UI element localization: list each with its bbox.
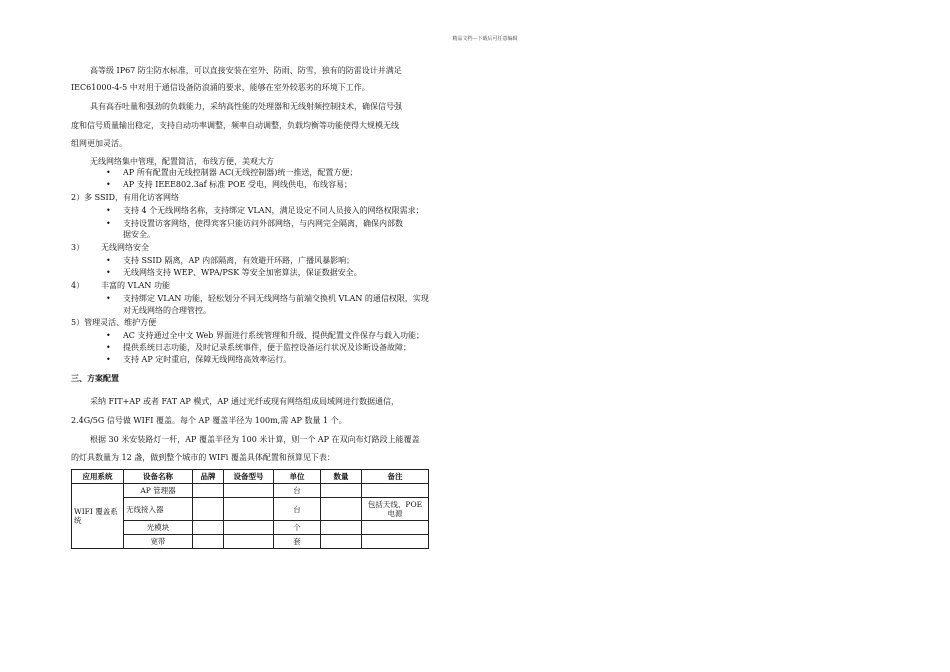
model-cell	[224, 484, 274, 498]
table-row	[72, 521, 429, 535]
note-cell	[362, 535, 429, 549]
device-name-cell: AP 管理器	[124, 484, 193, 498]
bullet-icon: •	[106, 180, 111, 189]
list-item: 支持 SSID 隔离，AP 内部隔离，有效避开环路，广播风暴影响；	[123, 256, 355, 265]
brand-cell	[193, 521, 224, 535]
bullet-icon: •	[106, 206, 111, 215]
table-header-row	[72, 470, 429, 484]
section-title: 无线网络安全	[101, 243, 149, 252]
quantity-cell	[321, 498, 362, 521]
section-number: 4）	[71, 281, 85, 290]
paragraph-line: 度和信号质量输出稳定，支持自动功率调整，频率自动调整，负载均衡等功能使得大规模无线	[71, 121, 399, 130]
header-note: 精品文档---下载后可任意编辑	[452, 36, 518, 42]
table-row	[72, 484, 429, 498]
paragraph-line: 组网更加灵活。	[71, 139, 127, 148]
list-item: 支持绑定 VLAN 功能，轻松划分不同无线网络与前端交换机 VLAN 的通信权限，实现	[123, 294, 429, 303]
paragraph-line: 具有高吞吐量和强劲的负载能力，采纳高性能的处理器和无线射频控制技术，确保信号强	[90, 102, 402, 111]
list-item-continued: 对无线网络的合理管控。	[123, 306, 211, 315]
column-header: 备注	[362, 470, 429, 484]
bullet-icon: •	[106, 219, 111, 228]
paragraph-line: 采纳 FIT+AP 或者 FAT AP 模式，AP 通过光纤或现有网络组成局域网进行数据通信，	[90, 397, 400, 406]
section-title: 无线网络集中管理，配置简洁，布线方便，美观大方	[90, 157, 274, 166]
list-item: AP 支持 IEEE802.3af 标准 POE 受电，网线供电，布线容易；	[123, 180, 352, 189]
unit-cell: 个	[274, 521, 321, 535]
column-header: 设备名称	[124, 470, 193, 484]
table-row	[72, 498, 429, 521]
bullet-icon: •	[106, 343, 111, 352]
list-item: 提供系统日志功能，及时记录系统事件，便于监控设备运行状况及诊断设备故障；	[123, 343, 411, 352]
section-title: 2）多 SSID，有用化访客网络	[71, 193, 180, 202]
device-name-cell: 光模块	[124, 521, 193, 535]
column-header: 应用系统	[72, 470, 124, 484]
note-cell: 包括天线、POE 电源	[362, 498, 429, 521]
list-item-continued: 据安全。	[123, 230, 155, 239]
column-header: 品牌	[193, 470, 224, 484]
section-heading: 三、方案配置	[71, 374, 119, 383]
paragraph-line: 根据 30 米安装路灯一杆，AP 覆盖半径为 100 米计算，则一个 AP 在双向布灯路段上能覆盖	[90, 435, 420, 444]
list-item: 支持设置访客网络，使得宾客只能访问外部网络，与内网完全隔离，确保内部数	[123, 219, 403, 228]
system-cell: WIFI 覆盖系统	[72, 484, 124, 549]
column-header: 单位	[274, 470, 321, 484]
bullet-icon: •	[106, 256, 111, 265]
column-header: 数量	[321, 470, 362, 484]
unit-cell: 台	[274, 498, 321, 521]
column-header: 设备型号	[224, 470, 274, 484]
note-cell	[362, 484, 429, 498]
paragraph-line: IEC61000-4-5 中对用于通信设备防浪涌的要求，能够在室外较恶劣的环境下工作。	[71, 83, 370, 92]
brand-cell	[193, 535, 224, 549]
table-row	[72, 535, 429, 549]
paragraph-line: 高等级 IP67 防尘防水标准，可以直接安装在室外、防雨、防雪，独有的防雷设计并满足	[90, 66, 402, 75]
model-cell	[224, 535, 274, 549]
brand-cell	[193, 484, 224, 498]
bullet-icon: •	[106, 355, 111, 364]
bullet-icon: •	[106, 168, 111, 177]
quantity-cell	[321, 535, 362, 549]
quantity-cell	[321, 521, 362, 535]
device-name-cell: 无线接入器	[124, 498, 193, 521]
list-item: AC 支持通过全中文 Web 界面进行系统管理和升级、提供配置文件保存与载入功能；	[123, 331, 424, 340]
bullet-icon: •	[106, 268, 111, 277]
unit-cell: 套	[274, 535, 321, 549]
section-title: 丰富的 VLAN 功能	[101, 281, 170, 290]
config-table	[71, 469, 429, 549]
paragraph-line: 的灯具数量为 12 盏，做到整个城市的 WIFi 覆盖具体配置和预算见下表：	[71, 453, 335, 462]
list-item: 支持 AP 定时重启，保障无线网络高效率运行。	[123, 355, 292, 364]
section-title: 5）管理灵活、维护方便	[71, 318, 157, 327]
model-cell	[224, 498, 274, 521]
paragraph-line: 2.4G/5G 信号做 WIFI 覆盖。每个 AP 覆盖半径为 100m,需 AP 数量 1 个。	[71, 416, 347, 425]
brand-cell	[193, 498, 224, 521]
note-cell	[362, 521, 429, 535]
section-number: 3）	[71, 243, 85, 252]
list-item: 支持 4 个无线网络名称，支持绑定 VLAN，满足设定不同人员接入的网络权限需求；	[123, 206, 424, 215]
bullet-icon: •	[106, 331, 111, 340]
quantity-cell	[321, 484, 362, 498]
list-item: 无线网络支持 WEP、WPA/PSK 等安全加密算法，保证数据安全。	[123, 268, 362, 277]
list-item: AP 所有配置由无线控制器 AC(无线控制器)统一推送，配置方便；	[123, 168, 358, 177]
model-cell	[224, 521, 274, 535]
device-name-cell: 宽带	[124, 535, 193, 549]
unit-cell: 台	[274, 484, 321, 498]
bullet-icon: •	[106, 294, 111, 303]
